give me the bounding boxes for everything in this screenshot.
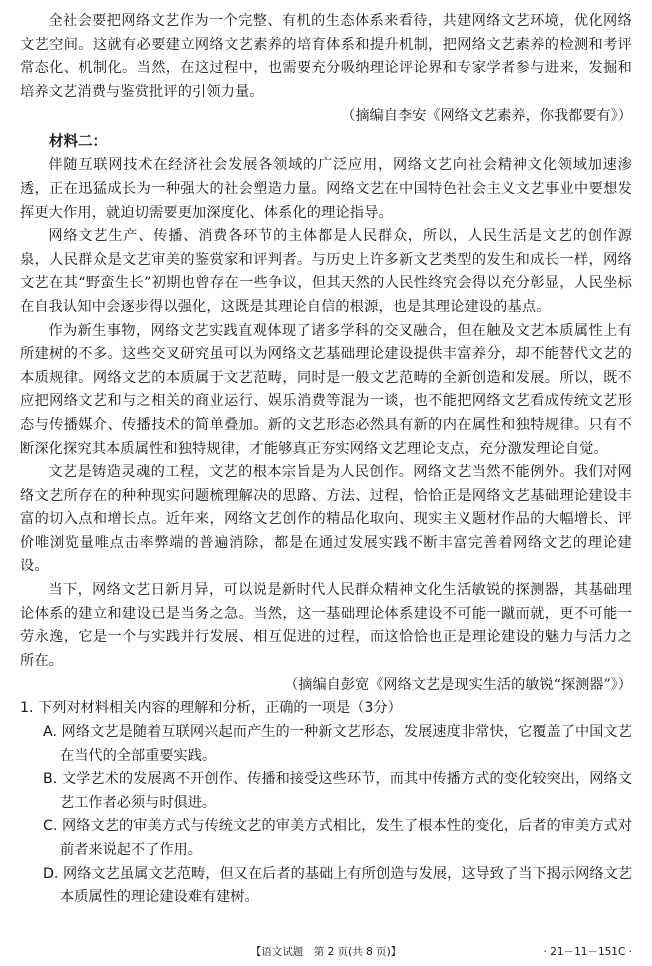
material2-source: （摘编自彭宽《网络文艺是现实生活的敏锐“探测器”》） [284, 677, 632, 694]
footer-code: · 21－11－151C · [543, 946, 632, 958]
material1-source: （摘编自李安《网络文艺素养，你我都要有》） [341, 108, 632, 125]
material1-paragraph: 全社会要把网络文艺作为一个完整、有机的生态体系来看待，共建网络文艺环境，优化网络文艺空间。这就有必要建立网络文艺素养的培育体系和提升机制，把网络文艺素养的检测和考评常态化、机制化。当然，在这过程中，也需要充分吸纳理论评论界和专家学者参与进来，发掘和培养文艺消费与鉴赏批评的引领力量。 [20, 13, 632, 100]
footer-page-info: 【语文试题 第 2 页(共 8 页)】 [250, 946, 402, 958]
question-1-option-a: A. 网络文艺是随着互联网兴起而产生的一种新文艺形态，发展速度非常快，它覆盖了中国文艺在当代的全部重要实践。 [43, 724, 632, 764]
question-1-option-b: B. 文学艺术的发展离不开创作、传播和接受这些环节，而其中传播方式的变化较突出，网络文艺工作者必须与时俱进。 [43, 771, 632, 811]
question-1-stem: 1. 下列对材料相关内容的理解和分析，正确的一项是（3分） [20, 700, 402, 717]
material2-paragraph: 当下，网络文艺日新月异，可以说是新时代人民群众精神文化生活敏锐的探测器，其基础理论体系的建立和建设已是当务之急。当然，这一基础理论体系建设不可能一蹴而就，更不可能一劳永逸，它是一个与实践并行发展、相互促进的过程，而这恰恰也正是理论建设的魅力与活力之所在。 [20, 582, 632, 669]
question-1-option-d: D. 网络文艺虽属文艺范畴，但又在后者的基础上有所创造与发展，这导致了当下揭示网络文艺本质属性的理论建设难有建树。 [43, 865, 632, 906]
page-footer [20, 944, 632, 960]
material2-heading: 材料二： [49, 134, 107, 151]
material2-paragraph: 文艺是铸造灵魂的工程，文艺的根本宗旨是为人民创作。网络文艺当然不能例外。我们对网络文艺所存在的种种现实问题梳理解决的思路、方法、过程，恰恰正是网络文艺基础理论建设丰富的切入点和增长点。近年来，网络文艺创作的精品化取向、现实主义题材作品的大幅增长、评价唯浏览量唯点击率弊端的普遍消除，都是在通过发展实践不断丰富完善着网络文艺的理论建设。 [20, 464, 632, 575]
material2-paragraph: 作为新生事物，网络文艺实践直观体现了诸多学科的交叉融合，但在触及文艺本质属性上有所建树的不多。这些交叉研究虽可以为网络文艺基础理论建设提供丰富养分，却不能替代文艺的本质规律。网络文艺的本质属于文艺范畴，同时是一般文艺范畴的全新创造和发展。所以，既不应把网络文艺和与之相关的商业运行、娱乐消费等混为一谈，也不能把网络文艺看成传统文艺形态与传播媒介、传播技术的简单叠加。新的文艺形态必然具有新的内在属性和独特规律。只有不断深化探究其本质属性和独特规律，才能够真正夯实网络文艺理论支点，充分激发理论自觉。 [20, 322, 632, 457]
question-1-option-c: C. 网络文艺的审美方式与传统文艺的审美方式相比，发生了根本性的变化，后者的审美方式对前者来说起不了作用。 [43, 818, 632, 858]
material2-paragraph: 伴随互联网技术在经济社会发展各领域的广泛应用，网络文艺向社会精神文化领域加速渗透，正在迅猛成长为一种强大的社会塑造力量。网络文艺在中国特色社会主义文艺事业中要想发挥更大作用，就迫切需要更加深度化、体系化的理论指导。 [20, 157, 632, 221]
material2-paragraph: 网络文艺生产、传播、消费各环节的主体都是人民群众，所以，人民生活是文艺的创作源泉，人民群众是文艺审美的鉴赏家和评判者。与历史上许多新文艺类型的发生和成长一样，网络文艺在其“野蛮生长”初期也曾存在一些争议，但其天然的人民性终究会得以充分彰显，人民坐标在自我认知中会逐步得以强化，这既是其理论自信的根源，也是其理论建设的基点。 [20, 228, 632, 315]
